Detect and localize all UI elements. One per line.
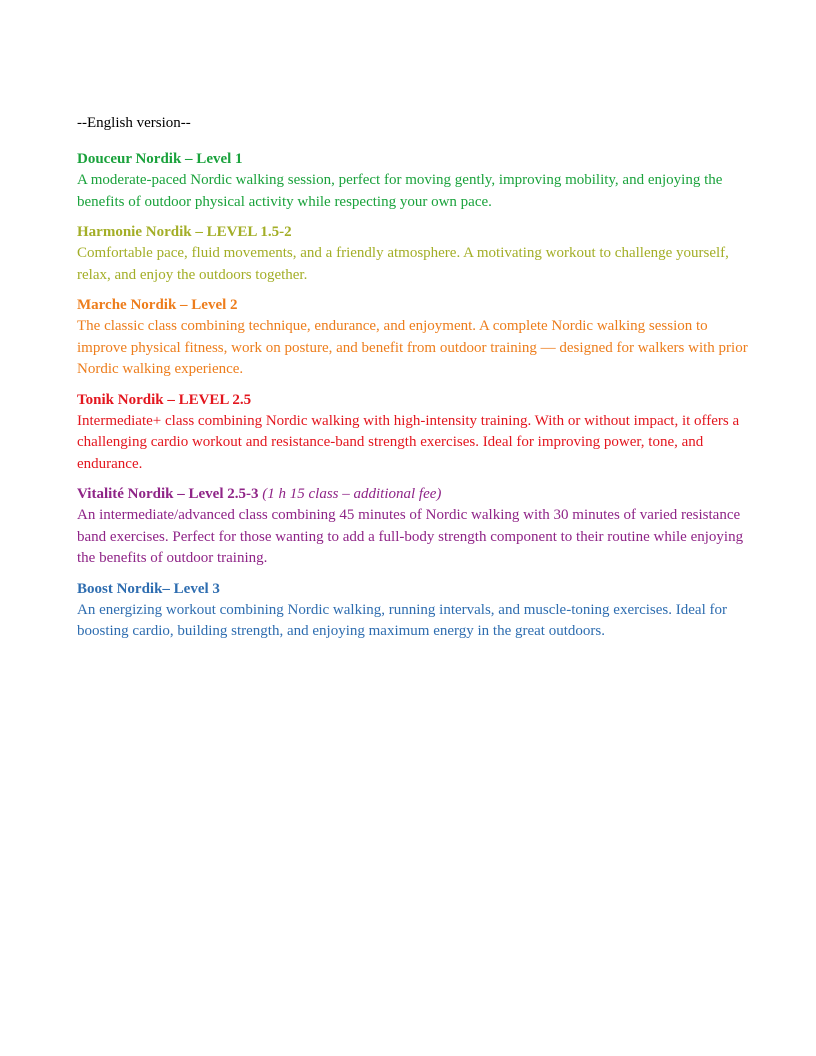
version-label: --English version-- — [77, 115, 191, 131]
class-section — [77, 149, 749, 213]
class-title — [77, 390, 749, 411]
class-title-text: Vitalité Nordik – Level 2.5-3 — [77, 486, 259, 502]
class-description: A moderate-paced Nordic walking session, perfect for moving gently, improving mobility, and enjoying the benefits of outdoor physical activity while respecting your own pace. — [77, 172, 723, 210]
class-title — [77, 579, 749, 600]
class-title — [77, 222, 749, 243]
class-description: An intermediate/advanced class combining 45 minutes of Nordic walking with 30 minutes of varied resistance band exercises. Perfect for those wanting to add a full-body strength component to their routine while enjoying the benefits of outdoor training. — [77, 507, 744, 566]
class-description: Intermediate+ class combining Nordic walking with high-intensity training. With or without impact, it offers a challenging cardio workout and resistance-band strength exercises. Ideal for improving power, tone, and endurance. — [77, 412, 740, 472]
class-title-text: Marche Nordik – Level 2 — [77, 297, 238, 313]
class-section — [77, 484, 749, 570]
class-section — [77, 222, 749, 286]
class-title — [77, 484, 749, 505]
class-title-text: Douceur Nordik – Level 1 — [77, 151, 243, 167]
class-title — [77, 149, 749, 170]
class-note: (1 h 15 class – additional fee) — [262, 486, 442, 502]
document-body — [77, 113, 749, 652]
class-title-text: Harmonie Nordik – LEVEL 1.5-2 — [77, 224, 292, 240]
class-title-text: Tonik Nordik – LEVEL 2.5 — [77, 391, 252, 408]
class-description: Comfortable pace, fluid movements, and a friendly atmosphere. A motivating workout to challenge yourself, relax, and enjoy the outdoors together. — [77, 245, 729, 283]
class-section — [77, 295, 749, 381]
class-section — [77, 390, 749, 476]
class-title — [77, 295, 749, 316]
class-title-text: Boost Nordik– Level 3 — [77, 580, 220, 597]
class-description: An energizing workout combining Nordic walking, running intervals, and muscle-toning exercises. Ideal for boosting cardio, building strength, and enjoying maximum energy in the great outdoors. — [77, 601, 727, 639]
class-description: The classic class combining technique, endurance, and enjoyment. A complete Nordic walking session to improve physical fitness, work on posture, and benefit from outdoor training — designed for walkers with prior Nordic walking experience. — [77, 318, 748, 377]
class-section — [77, 579, 749, 643]
